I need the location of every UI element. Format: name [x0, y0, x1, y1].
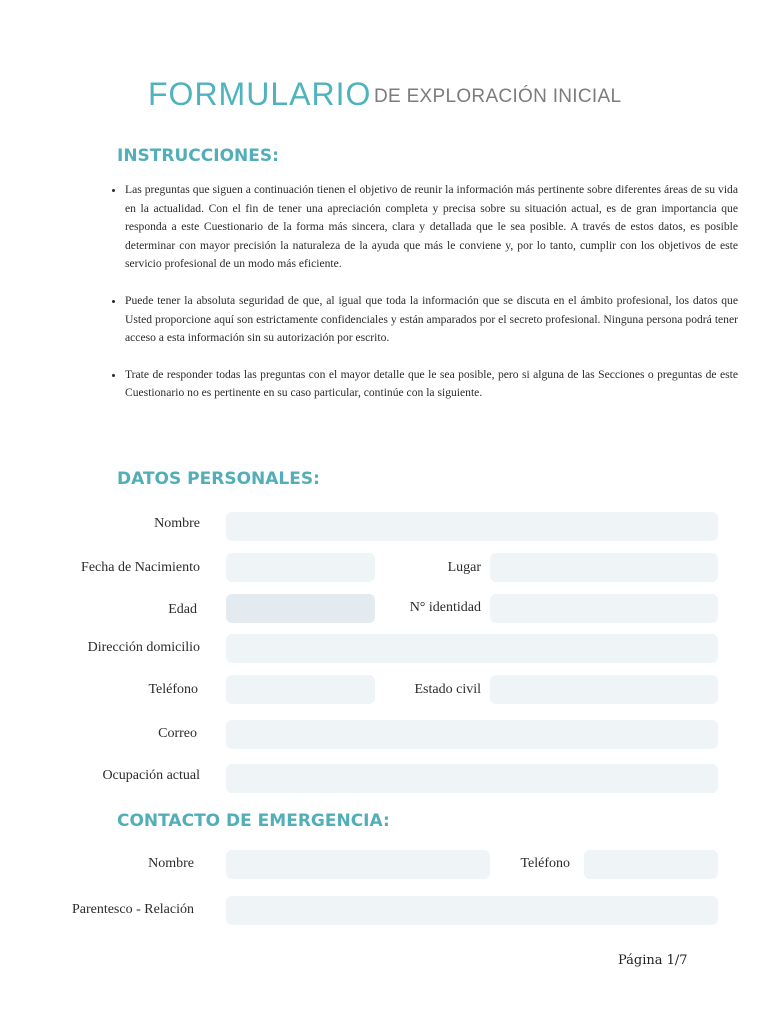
- parentesco-label: Parentesco - Relación: [71, 902, 194, 917]
- lugar-input[interactable]: [490, 553, 718, 582]
- page-number: Página 1/7: [618, 953, 688, 968]
- parentesco-input[interactable]: [226, 896, 718, 925]
- form-title: FORMULARIO: [148, 76, 372, 112]
- personal-data-heading: DATOS PERSONALES:: [117, 469, 320, 489]
- fecha-nacimiento-label: Fecha de Nacimiento: [81, 560, 200, 575]
- telefono-input[interactable]: [226, 675, 375, 704]
- correo-label: Correo: [158, 726, 197, 741]
- edad-input[interactable]: [226, 594, 375, 623]
- emergency-contact-heading: CONTACTO DE EMERGENCIA:: [117, 811, 390, 831]
- direccion-label: Dirección domicilio: [87, 640, 200, 655]
- emergency-telefono-label: Teléfono: [520, 856, 570, 871]
- edad-label: Edad: [168, 602, 197, 617]
- nombre-label: Nombre: [154, 516, 200, 531]
- correo-input[interactable]: [226, 720, 718, 749]
- fecha-nacimiento-input[interactable]: [226, 553, 375, 582]
- form-subtitle: DE EXPLORACIÓN INICIAL: [374, 86, 622, 107]
- nombre-input[interactable]: [226, 512, 718, 541]
- emergency-nombre-label: Nombre: [148, 856, 194, 871]
- ocupacion-label: Ocupación actual: [102, 768, 200, 783]
- instructions-heading: INSTRUCCIONES:: [117, 146, 279, 166]
- identidad-input[interactable]: [490, 594, 718, 623]
- lugar-label: Lugar: [447, 560, 481, 575]
- direccion-input[interactable]: [226, 634, 718, 663]
- identidad-label: N° identidad: [409, 600, 481, 615]
- instructions-list: [106, 181, 738, 421]
- telefono-label: Teléfono: [148, 682, 198, 697]
- estado-civil-input[interactable]: [490, 675, 718, 704]
- instruction-item: • Puede tener la absoluta seguridad de que, al igual que toda la información que se discuta en el ámbito profesional, los datos que Usted proporcione aquí son estrictamente confidenciales y están amparados por el secreto profesional. Ninguna persona podrá tener acceso a esta información sin su autorización por escrito.: [125, 292, 738, 348]
- ocupacion-input[interactable]: [226, 764, 718, 793]
- estado-civil-label: Estado civil: [414, 682, 481, 697]
- instruction-item: • Las preguntas que siguen a continuación tienen el objetivo de reunir la información más pertinente sobre diferentes áreas de su vida en la actualidad. Con el fin de tener una apreciación completa y precisa sobre su situación actual, es de gran importancia que responda a este Cuestionario de la forma más sincera, clara y detallada que le sea posible. A través de estos datos, es posible determinar con mayor precisión la naturaleza de la ayuda que más le conviene y, por lo tanto, cumplir con los objetivos de este servicio profesional de un modo más eficiente.: [125, 181, 738, 274]
- emergency-nombre-input[interactable]: [226, 850, 490, 879]
- emergency-telefono-input[interactable]: [584, 850, 718, 879]
- instruction-item: • Trate de responder todas las preguntas con el mayor detalle que le sea posible, pero si alguna de las Secciones o preguntas de este Cuestionario no es pertinente en su caso particular, continúe con la siguiente.: [125, 366, 738, 403]
